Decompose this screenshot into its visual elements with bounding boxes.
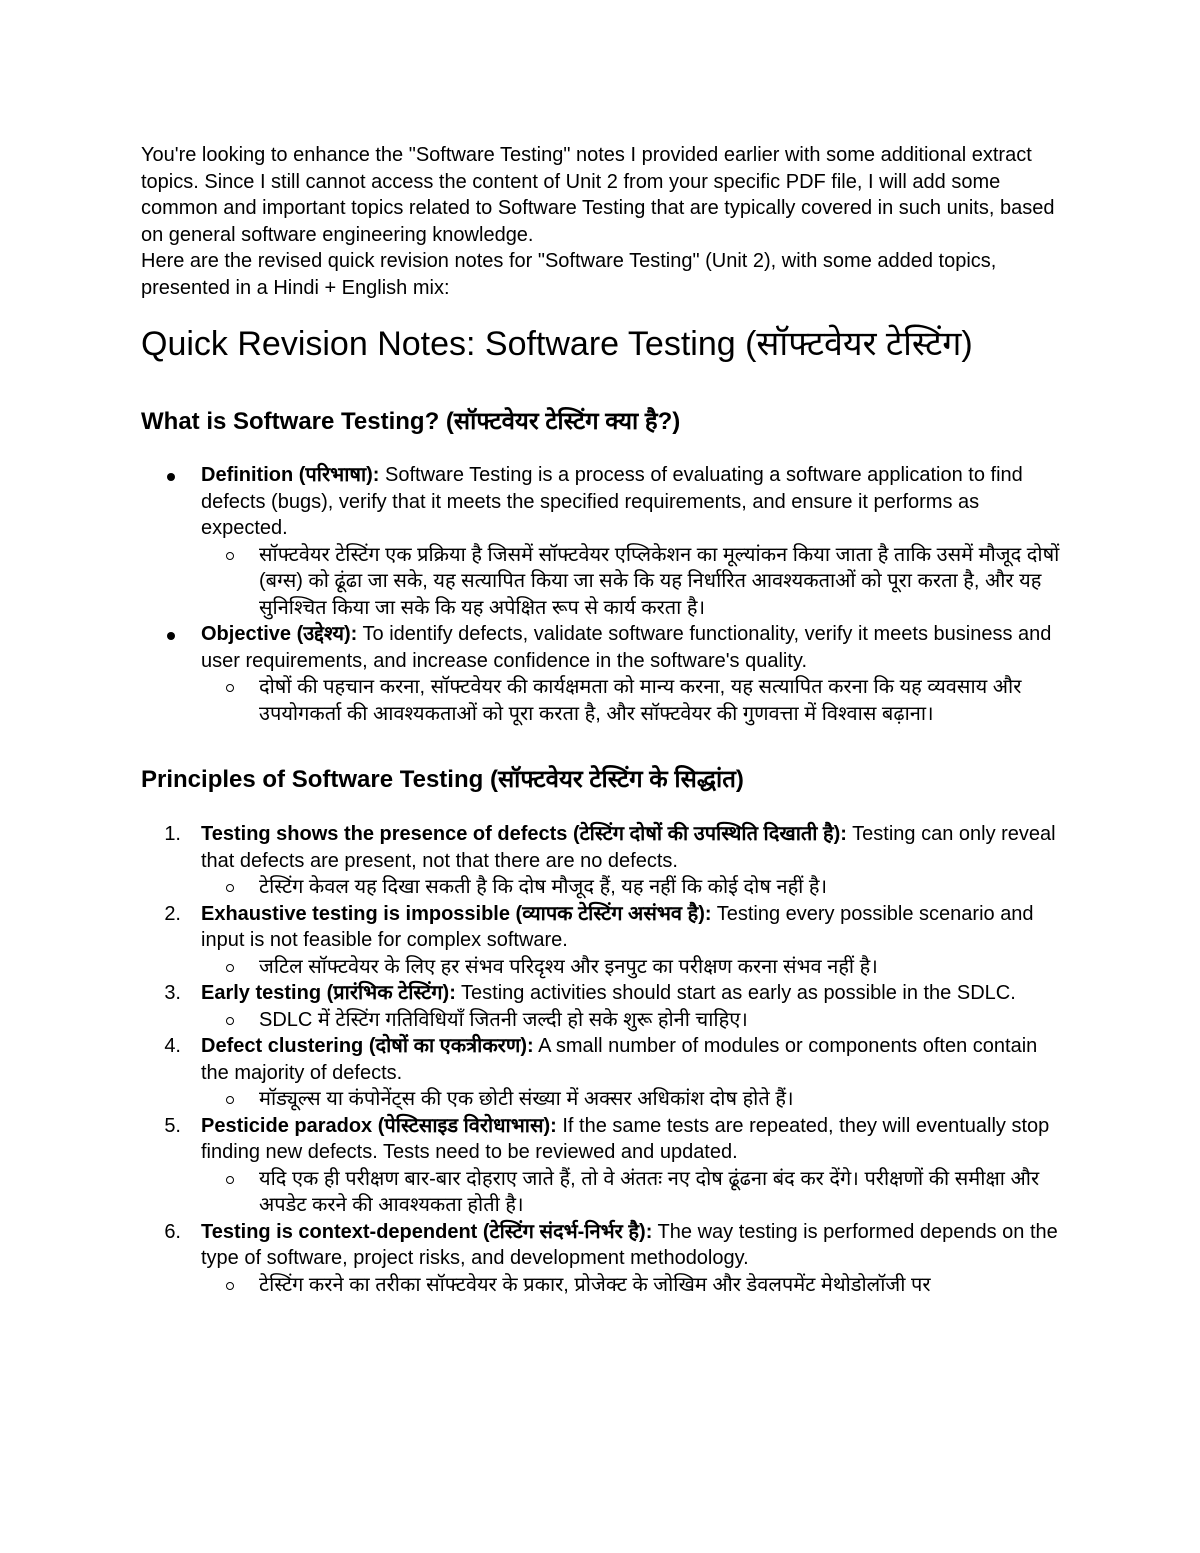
list-item-principle [141,821,1066,901]
intro-paragraph: Here are the revised quick revision notes for "Software Testing" (Unit 2), with some added topics, presented in a Hindi + English mix: [141,250,997,299]
hindi-text: टेस्टिंग केवल यह दिखा सकती है कि दोष मौजूद हैं, यह नहीं कि कोई दोष नहीं है। [259,876,828,898]
item-number: 3. [164,982,181,1004]
list-item-principle [141,1113,1066,1219]
list-item-principle [141,980,1066,1033]
item-number: 1. [164,823,181,845]
sub-list-item [201,1007,1066,1034]
sub-list-item [201,954,1066,981]
item-text: If the same tests are repeated, they will eventually stop finding new defects. Tests need to be reviewed and updated. [201,1114,1050,1163]
hindi-text: यदि एक ही परीक्षण बार-बार दोहराए जाते हैं, तो वे अंततः नए दोष ढूंढना बंद कर देंगे। परीक्षणों की समीक्षा और अपडेट करने की आवश्यकता होती है। [259,1167,1040,1216]
item-text: Software Testing is a process of evaluating a software application to find defects (bugs), verify that it meets the specified requirements, and ensure it performs as expected. [201,464,1023,539]
item-text: Testing can only reveal that defects are present, not that there are no defects. [201,823,1056,872]
sub-list-item [201,1166,1066,1219]
item-label: Definition (परिभाषा): [201,464,380,486]
intro [141,142,1066,301]
item-label: Pesticide paradox (पेस्टिसाइड विरोधाभास): [201,1114,557,1137]
document-body [141,142,1066,1298]
hindi-text: सॉफ्टवेयर टेस्टिंग एक प्रक्रिया है जिसमें सॉफ्टवेयर एप्लिकेशन का मूल्यांकन किया जाता है ताकि उसमें मौजूद दोषों (बग्स) को ढूंढा जा सके, यह सत्यापित किया जा सके कि यह निर्धारित आवश्यकताओं को पूरा करता है, और यह सुनिश्चित किया जा सके कि यह अपेक्षित रूप से कार्य करता है। [259,543,1060,619]
sub-list [201,1086,1066,1113]
sub-list-item [201,542,1066,622]
list-item-objective [141,621,1066,727]
list-item-principle [141,1033,1066,1113]
item-text: To identify defects, validate software functionality, verify it meets business and user requirements, and increase confidence in the software's quality. [201,623,1052,672]
bullet-icon [167,632,175,640]
item-text: The way testing is performed depends on the type of software, project risks, and development methodology. [201,1220,1058,1269]
item-number: 6. [164,1220,181,1243]
hollow-bullet-icon [226,552,234,560]
hollow-bullet-icon [226,1282,234,1290]
item-label: Defect clustering (दोषों का एकत्रीकरण): [201,1035,534,1057]
bullet-icon [167,473,175,481]
sub-list-item [201,874,1066,901]
hindi-text: दोषों की पहचान करना, सॉफ्टवेयर की कार्यक्षमता को मान्य करना, यह सत्यापित करना कि यह व्यवसाय और उपयोगकर्ता की आवश्यकताओं को पूरा करता है, और सॉफ्टवेयर की गुणवत्ता में विश्वास बढ़ाना। [259,676,1022,725]
list-item-principle [141,901,1066,981]
hollow-bullet-icon [226,1017,234,1025]
definition-list [141,462,1066,727]
item-number: 4. [164,1035,181,1057]
item-label: Objective (उद्देश्य): [201,623,358,645]
sub-list [201,1272,1066,1299]
sub-list-item [201,1086,1066,1113]
item-label: Testing shows the presence of defects (टेस्टिंग दोषों की उपस्थिति दिखाती है): [201,823,847,845]
section-heading-what-is-testing: What is Software Testing? (सॉफ्टवेयर टेस्टिंग क्या है?) [141,408,681,435]
hollow-bullet-icon [226,884,234,892]
hindi-text: टेस्टिंग करने का तरीका सॉफ्टवेयर के प्रकार, प्रोजेक्ट के जोखिम और डेवलपमेंट मेथोडोलॉजी पर [259,1273,931,1296]
hollow-bullet-icon [226,1176,234,1184]
hindi-text: जटिल सॉफ्टवेयर के लिए हर संभव परिदृश्य और इनपुट का परीक्षण करना संभव नहीं है। [259,955,878,978]
item-text: A small number of modules or components often contain the majority of defects. [201,1035,1038,1084]
sub-list [201,674,1066,727]
sub-list [201,874,1066,901]
list-item-definition [141,462,1066,621]
section-heading-principles: Principles of Software Testing (सॉफ्टवेयर टेस्टिंग के सिद्धांत) [141,766,744,793]
item-label: Early testing (प्रारंभिक टेस्टिंग): [201,982,456,1004]
hollow-bullet-icon [226,684,234,692]
sub-list-item [201,674,1066,727]
hindi-text: SDLC में टेस्टिंग गतिविधियाँ जितनी जल्दी हो सके शुरू होनी चाहिए। [259,1008,748,1031]
item-number: 2. [164,902,181,925]
intro-paragraph: You're looking to enhance the "Software Testing" notes I provided earlier with some additional extract topics. Since I still cannot access the content of Unit 2 from your specific PDF file, I will add some common and important topics related to Software Testing that are typically covered in such units, based on general software engineering knowledge. [141,144,1055,246]
sub-list-item [201,1272,1066,1299]
sub-list [201,954,1066,981]
item-number: 5. [164,1114,181,1137]
list-item-principle [141,1219,1066,1299]
item-text: Testing every possible scenario and input is not feasible for complex software. [201,902,1034,951]
item-label: Testing is context-dependent (टेस्टिंग संदर्भ-निर्भर है): [201,1220,653,1243]
hollow-bullet-icon [226,1096,234,1104]
hindi-text: मॉड्यूल्स या कंपोनेंट्स की एक छोटी संख्या में अक्सर अधिकांश दोष होते हैं। [259,1088,794,1110]
sub-list [201,542,1066,622]
sub-list [201,1166,1066,1219]
item-label: Exhaustive testing is impossible (व्यापक टेस्टिंग असंभव है): [201,902,712,925]
item-text: Testing activities should start as early as possible in the SDLC. [455,982,1016,1004]
hollow-bullet-icon [226,964,234,972]
sub-list [201,1007,1066,1034]
principles-list [141,821,1066,1298]
document-title: Quick Revision Notes: Software Testing (सॉफ्टवेयर टेस्टिंग) [141,325,973,363]
